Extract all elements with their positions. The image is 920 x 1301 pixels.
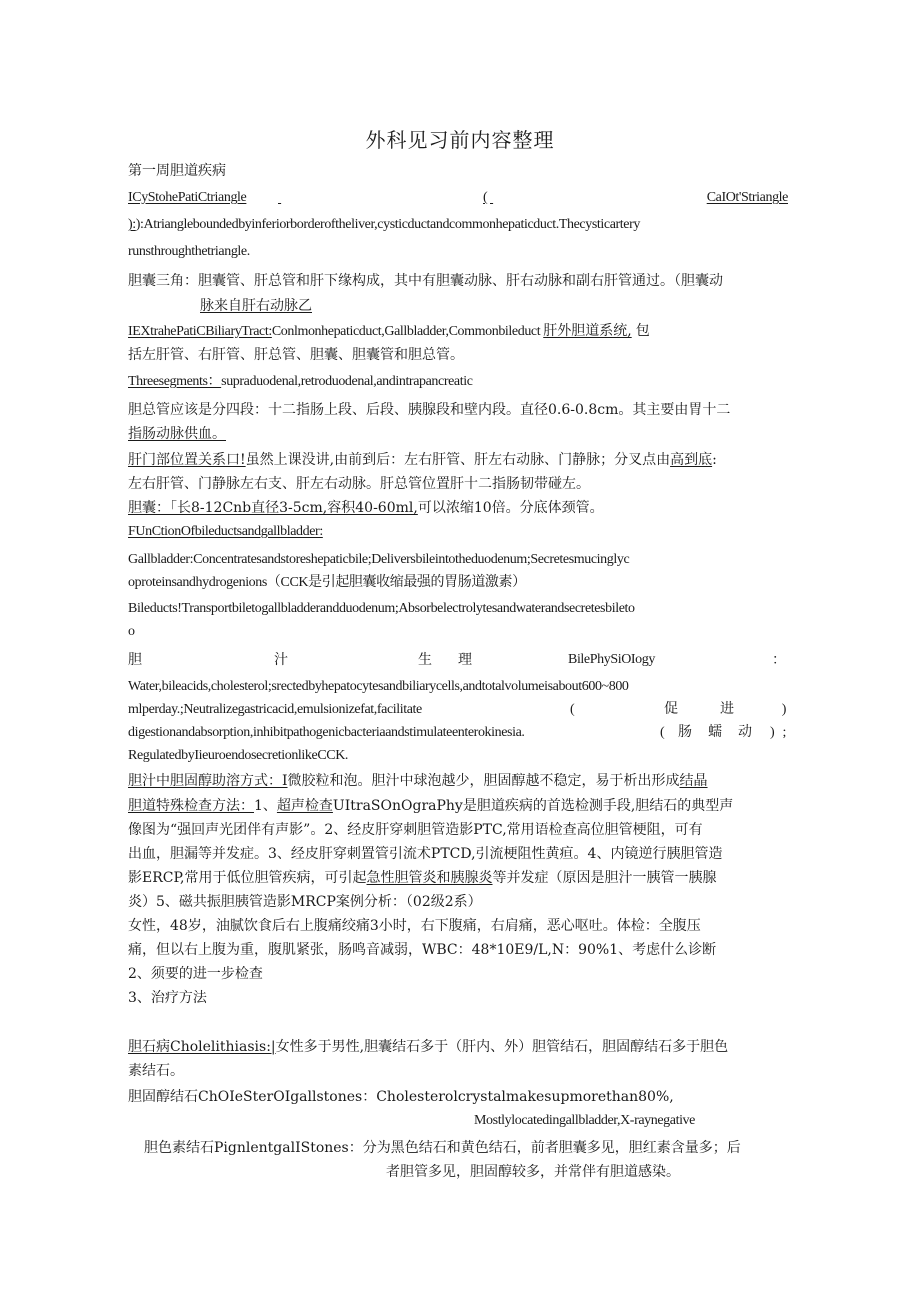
calot-en-term: ICyStohePatiCtriangle xyxy=(128,190,247,205)
bp3-char-1: 肠 xyxy=(678,725,692,740)
special-exam-3: 出血，胆漏等并发症。3、经皮肝穿刺置管引流术PTCD,引流梗阻性黄疸。4、内镜逆行胰胆管造 xyxy=(128,846,723,862)
bp3-paren-close: ) xyxy=(770,725,775,740)
cholelithiasis-term: 胆石病Cholelithiasis:| xyxy=(128,1039,276,1055)
ercp-text: 影ERCP,常用于低位胆管疾病，可引起 xyxy=(128,870,367,886)
bp2-char-2: 进 xyxy=(720,702,734,717)
ercp-complication: 急性胆管炎和胰腺炎 xyxy=(366,870,493,886)
special-exam-num: 1、 xyxy=(254,798,277,814)
extrahepatic-term: IEXtrahePatiCBiliaryTract: xyxy=(128,324,272,339)
three-segments-term: Threesegments： xyxy=(128,374,222,389)
cholesterol-stones-2: Mostlylocatedingallbladder,X-raynegative xyxy=(474,1113,695,1128)
special-exam-line xyxy=(128,795,788,817)
ultrasound-term: 超声检查 xyxy=(276,798,333,814)
calot-triangle-heading xyxy=(128,187,788,209)
gallbladder-function-1: Gallbladder:Concentratesandstoreshepaticbile;Deliversbileintotheduodenum;Secretesmucinglyc xyxy=(128,552,630,567)
hilum-term: 肝门部位置关系口! xyxy=(128,452,246,468)
extrahepatic-cn-2: 括左肝管、右肝管、肝总管、胆囊、胆囊管和胆总管。 xyxy=(128,347,464,363)
crystal-term: 结晶 xyxy=(679,773,708,789)
bp2-char-1: 促 xyxy=(664,702,678,717)
calot-definition-2: runsthroughthetriangle. xyxy=(128,244,250,259)
three-segments-line xyxy=(128,370,788,393)
bp2-text: mlperday.;Neutralizegastricacid,emulsionizefat,facilitate xyxy=(128,702,422,717)
bp-colon: ： xyxy=(772,652,786,668)
ultrasound-text: UItraSOnOgraPhy是胆道疾病的首选检测手段,胆结石的典型声 xyxy=(332,798,734,814)
hilum-text: 虽然上课没讲,由前到后：左右肝管、肝左右动脉、门静脉；分叉点由 xyxy=(245,452,671,468)
bp3-char-3: 动 xyxy=(738,725,752,740)
special-exam-5: 炎）5、磁共振胆胰管造影MRCP案例分析：（02级2系） xyxy=(128,894,482,910)
ercp-text-2: 等并发症（原因是胆汁一胰管一胰腺 xyxy=(492,870,717,886)
bileduct-function-2: o xyxy=(128,624,135,639)
bp3-paren-open: ( xyxy=(660,725,665,740)
cholelithiasis-line xyxy=(128,1036,788,1058)
hilum-colon: : xyxy=(712,452,717,468)
cbd-blood-supply: 指肠动脉供血。 xyxy=(128,426,226,442)
week-heading: 第一周胆道疾病 xyxy=(128,163,226,179)
gallbladder-triangle-cn: 胆囊三角：胆囊管、肝总管和肝下缘构成，其中有胆囊动脉、肝右动脉和副右肝管通过。（胆囊动 xyxy=(128,273,723,289)
bp-char-2: 汁 xyxy=(274,652,288,668)
bileduct-function-1: Bileducts!Transportbiletogallbladderandduodenum;Absorbelectrolytesandwaterandsecretesbileto xyxy=(128,601,635,616)
cholesterol-solubility-text: 微胶粒和泡。胆汁中球泡越少，胆固醇越不稳定，易于析出形成 xyxy=(287,773,680,789)
paren-open: ( xyxy=(483,190,488,205)
bp-underline xyxy=(128,649,788,671)
calot-definition-1 xyxy=(128,214,788,236)
cholesterol-solubility-term: 胆汁中胆固醇助溶方式：I xyxy=(128,773,288,789)
hilum-line xyxy=(128,449,788,471)
underline-gap-2 xyxy=(490,187,680,209)
case-3: 2、须要的进一步检查 xyxy=(128,966,263,982)
bp-en-term: BilePhySiOIogy xyxy=(568,652,655,667)
case-4: 3、治疗方法 xyxy=(128,990,207,1006)
cholesterol-stones-1: 胆固醇结石ChOIeSterOIgallstones：Cholesterolcrystalmakesupmorethan80%, xyxy=(128,1089,674,1105)
bp-char-4: 理 xyxy=(458,652,472,668)
calot-alt-term: CaIOt'Striangle xyxy=(706,190,788,205)
three-segments-list: supraduodenal,retroduodenal,andintrapancreatic xyxy=(221,374,473,389)
bp3-char-2: 蠕 xyxy=(708,725,722,740)
function-heading: FUnCtionOfbileductsandgallbladder: xyxy=(128,524,323,539)
pigment-stones-2: 者胆管多见，胆固醇较多，并常伴有胆道感染。 xyxy=(386,1164,680,1180)
pigment-stones-1: 胆色素结石PignlentgalIStones：分为黑色结石和黄色结石，前者胆囊多见，胆红素含量多；后 xyxy=(144,1140,741,1156)
extrahepatic-cont: 包 xyxy=(635,323,650,339)
hilum-high-low: 高到底 xyxy=(670,452,713,468)
special-exam-term: 胆道特殊检查方法： xyxy=(128,798,254,814)
extrahepatic-cn: 肝外胆道系统, xyxy=(543,323,632,339)
bile-physiology-3 xyxy=(128,722,788,744)
bile-physiology-heading xyxy=(128,649,788,671)
gallbladder-function-2: oproteinsandhydrogenions（CCK是引起胆囊收缩最强的胃肠道激素） xyxy=(128,575,526,590)
gallbladder-size: 胆囊：「长8-12Cnb直径3-5cm,容积40-60ml, xyxy=(128,500,418,516)
special-exam-4 xyxy=(128,867,788,889)
bp2-paren-open: ( xyxy=(570,702,575,717)
cholelithiasis-text: 女性多于男性,胆囊结石多于（肝内、外）胆管结石，胆固醇结石多于胆色 xyxy=(275,1039,729,1055)
bile-physiology-1: Water,bileacids,cholesterol;srectedbyhepatocytesandbiliarycells,andtotalvolumeisabout600~800 xyxy=(128,679,629,694)
bp3-semicolon: ; xyxy=(782,725,786,740)
bp3-text: digestionandabsorption,inhibitpathogenicbacteriaandstimulateenterokinesia. xyxy=(128,725,525,740)
special-exam-2: 像图为“强回声光团伴有声影”。2、经皮肝穿刺胆管造影PTC,常用语检查高位胆管梗阻，可有 xyxy=(128,822,703,838)
cholelithiasis-2: 素结石。 xyxy=(128,1063,184,1079)
gallbladder-size-rest: 可以浓缩10倍。分底体颈管。 xyxy=(417,500,604,516)
hilum-line-2: 左右肝管、门静脉左右支、肝左右动脉。肝总管位置肝十二指肠韧带碰左。 xyxy=(128,476,590,492)
paren-close: ): xyxy=(128,217,136,232)
cholesterol-solubility-line xyxy=(128,770,788,792)
bile-physiology-2 xyxy=(128,699,788,721)
page-title: 外科见习前内容整理 xyxy=(365,128,555,152)
extrahepatic-list: Conlmonhepaticduct,Gallbladder,Commonbileduct xyxy=(271,324,541,339)
case-1: 女性，48岁，油腻饮食后右上腹痛绞痛3小时，右下腹痛，右肩痛，恶心呕吐。体检：全腹压 xyxy=(128,918,701,934)
bp2-paren-close: ) xyxy=(781,702,786,717)
bp-char-1: 胆 xyxy=(128,652,142,668)
extrahepatic-tract-line xyxy=(128,320,788,343)
bile-physiology-4: RegulatedbyIieuroendosecretionlikeCCK. xyxy=(128,748,349,763)
bp-char-3: 生 xyxy=(418,652,432,668)
calot-definition-text: ):Atriangleboundedbyinferiorborderoftheliver,cysticductandcommonhepaticduct.Thecysticartery xyxy=(135,217,640,232)
cystic-artery-note: 脉来自肝右动脉乙 xyxy=(200,298,312,314)
gallbladder-size-line xyxy=(128,497,788,519)
case-2: 痛，但以右上腹为重，腹肌紧张，肠鸣音减弱，WBC：48*10E9/L,N：90%1、考虑什么诊断 xyxy=(128,942,717,958)
cbd-segments-cn: 胆总管应该是分四段：十二指肠上段、后段、胰腺段和壁内段。直径0.6-0.8cm。其主要由胃十二 xyxy=(128,402,731,418)
